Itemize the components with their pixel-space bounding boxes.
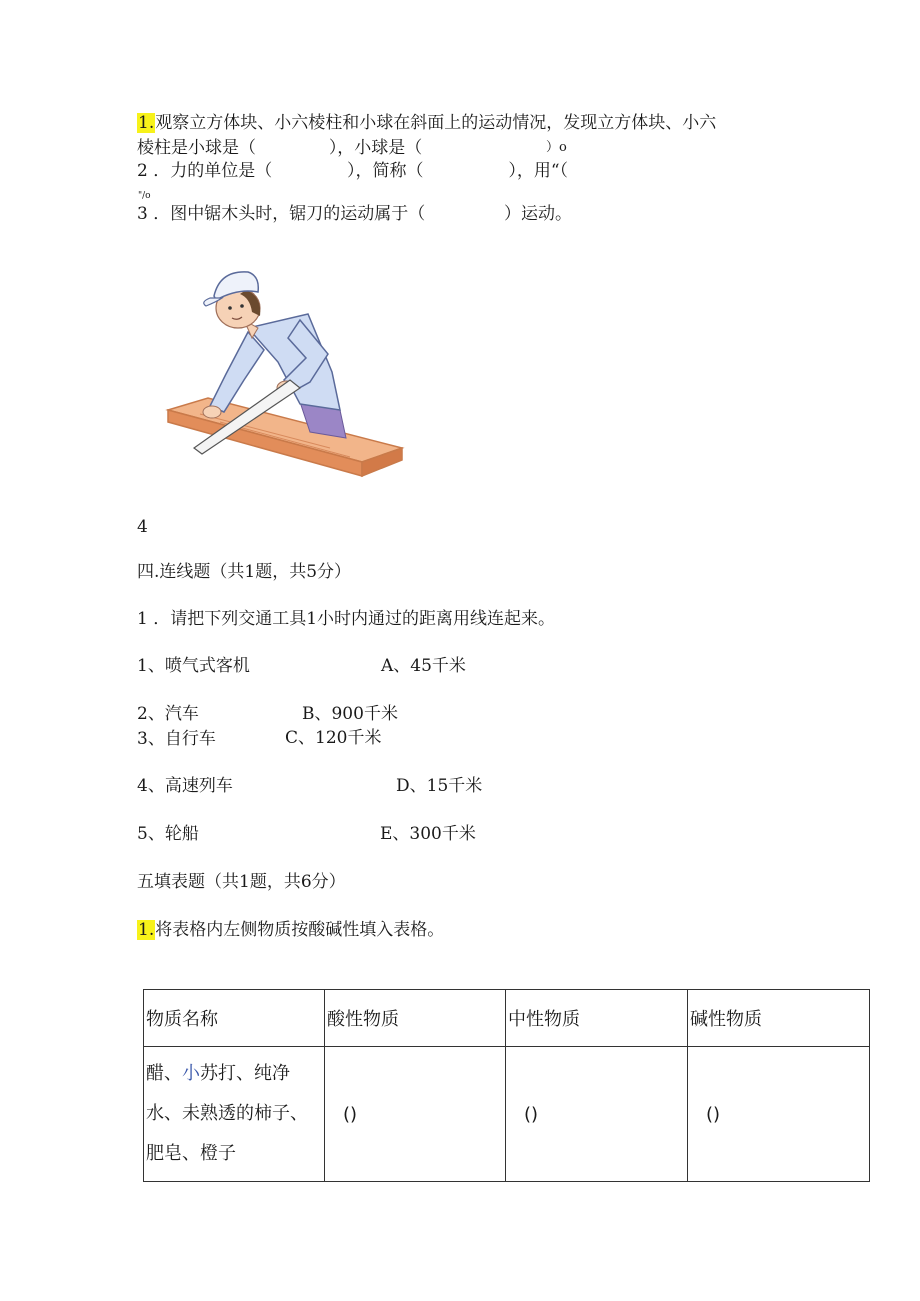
- substance-list: 醋、小苏打、纯净水、未熟透的柿子、肥皂、橙子: [144, 1047, 325, 1182]
- section-5-question: 1.将表格内左侧物质按酸碱性填入表格。: [138, 920, 445, 940]
- text-fragment: "/o: [138, 191, 151, 201]
- question-2: 2 ．力的单位是（ ），简称（ ），用“（: [137, 161, 569, 181]
- section-5-title: 五填表题（共1题，共6分）: [137, 872, 346, 892]
- question-number-highlight: 1.: [138, 113, 155, 133]
- question-number-highlight: 1.: [138, 920, 155, 940]
- header-substance-name: 物质名称: [144, 990, 325, 1047]
- left-item-2: 2、汽车: [137, 704, 199, 724]
- table-row: [144, 1047, 870, 1182]
- alkaline-answer-cell[interactable]: (): [688, 1047, 870, 1182]
- table-header-row: [144, 990, 870, 1047]
- question-3: 3 ．图中锯木头时，锯刀的运动属于（ ）运动。: [137, 204, 573, 224]
- header-neutral: 中性物质: [506, 990, 688, 1047]
- acid-base-table: [143, 989, 870, 1182]
- question-1-line-1: 1.观察立方体块、小六棱柱和小球在斜面上的运动情况，发现立方体块、小六: [138, 113, 717, 133]
- header-alkaline: 碱性物质: [688, 990, 870, 1047]
- section-4-title: 四.连线题（共1题，共5分）: [137, 562, 352, 582]
- section-4-question: 1 ．请把下列交通工具1小时内通过的距离用线连起来。: [137, 609, 556, 629]
- right-item-c: C、120千米: [285, 728, 382, 748]
- right-item-a: A、45千米: [381, 656, 466, 676]
- left-item-1: 1、喷气式客机: [137, 656, 250, 676]
- page-fragment: 4: [137, 517, 148, 537]
- header-acidic: 酸性物质: [325, 990, 506, 1047]
- question-1-line-2: 棱柱是小球是（ ），小球是（: [137, 138, 423, 158]
- left-item-5: 5、轮船: [137, 824, 199, 844]
- left-item-4: 4、高速列车: [137, 776, 233, 796]
- sawing-wood-illustration: [160, 262, 410, 492]
- question-1-tail: ）o: [546, 140, 567, 155]
- right-item-b: B、900千米: [302, 704, 398, 724]
- left-item-3: 3、自行车: [137, 729, 216, 749]
- acidic-answer-cell[interactable]: (): [325, 1047, 506, 1182]
- neutral-answer-cell[interactable]: (): [506, 1047, 688, 1182]
- right-item-e: E、300千米: [380, 824, 476, 844]
- right-item-d: D、15千米: [396, 776, 483, 796]
